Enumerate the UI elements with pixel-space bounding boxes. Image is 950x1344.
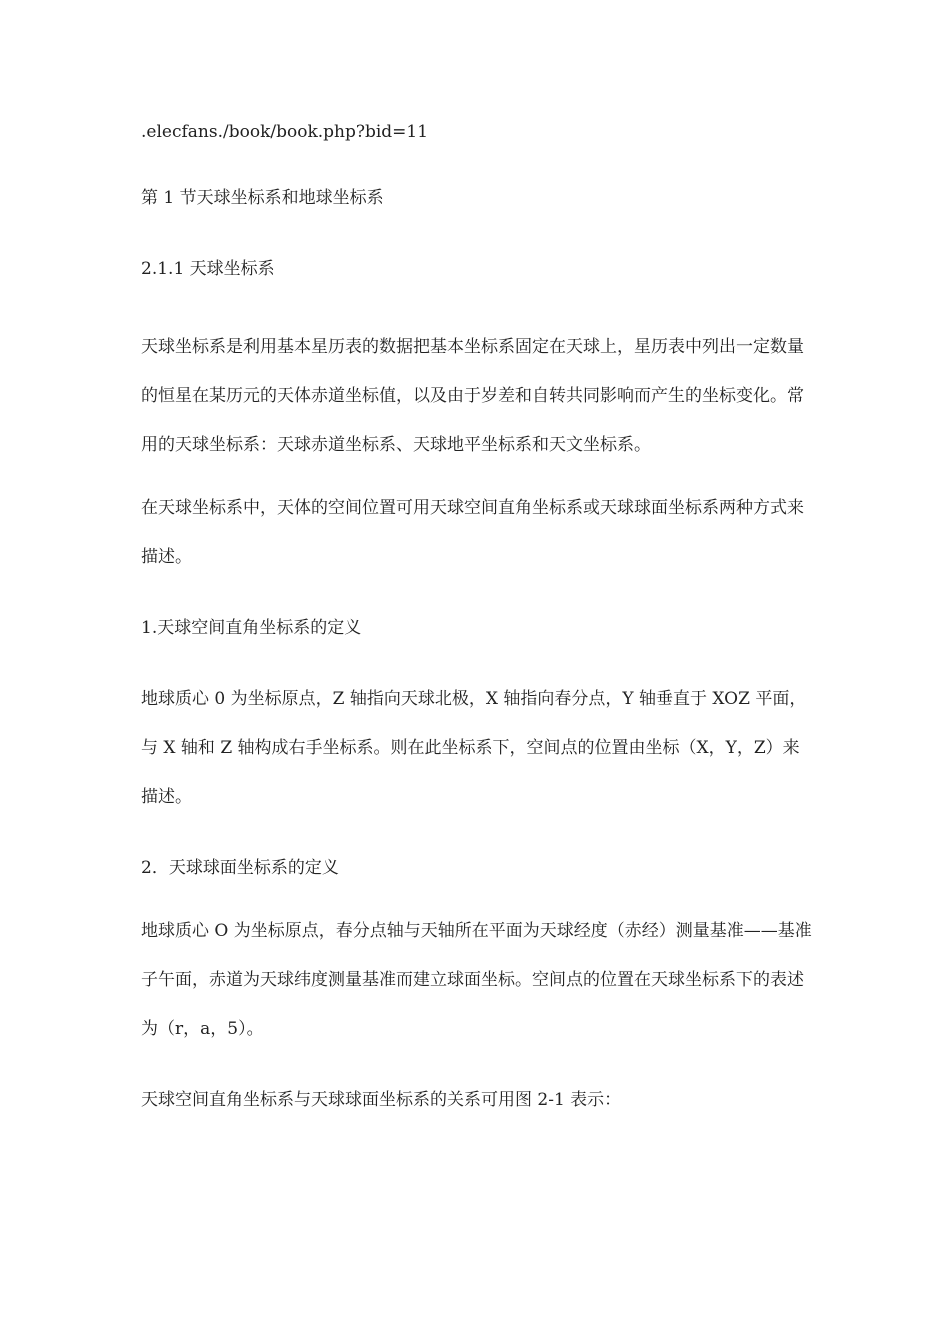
document-body: [141, 120, 812, 1125]
paragraph-figure-reference: [141, 1076, 809, 1125]
source-url-line: .elecfans./book/book.php?bid=11: [141, 122, 429, 142]
paragraph-line: 描述。: [141, 787, 192, 807]
section-title: 第 1 节天球坐标系和地球坐标系: [141, 188, 384, 208]
paragraph-line: 在天球坐标系中，天体的空间位置可用天球空间直角坐标系或天球球面坐标系两种方式来: [141, 498, 804, 518]
paragraph-line: 子午面，赤道为天球纬度测量基准而建立球面坐标。空间点的位置在天球坐标系下的表述: [141, 970, 804, 990]
paragraph-celestial-coordinate-intro: [141, 323, 809, 470]
heading-rectangular-definition: 1.天球空间直角坐标系的定义: [141, 618, 362, 638]
subsection-title: 2.1.1 天球坐标系: [141, 259, 275, 279]
paragraph-line: 描述。: [141, 547, 192, 567]
paragraph-line: 地球质心 O 为坐标原点，春分点轴与天轴所在平面为天球经度（赤经）测量基准——基准: [141, 921, 812, 941]
heading-spherical-definition: 2．天球球面坐标系的定义: [141, 858, 339, 878]
paragraph-line: 天球坐标系是利用基本星历表的数据把基本坐标系固定在天球上，星历表中列出一定数量: [141, 337, 804, 357]
paragraph-rectangular-definition: [141, 675, 809, 822]
paragraph-position-description: [141, 484, 809, 582]
paragraph-line: 的恒星在某历元的天体赤道坐标值，以及由于岁差和自转共同影响而产生的坐标变化。常: [141, 386, 804, 406]
paragraph-line: 地球质心 0 为坐标原点，Z 轴指向天球北极，X 轴指向春分点，Y 轴垂直于 XOZ 平面，: [141, 689, 807, 709]
paragraph-line: 用的天球坐标系：天球赤道坐标系、天球地平坐标系和天文坐标系。: [141, 435, 651, 455]
paragraph-line: 天球空间直角坐标系与天球球面坐标系的关系可用图 2-1 表示：: [141, 1090, 622, 1110]
paragraph-line: 与 X 轴和 Z 轴构成右手坐标系。则在此坐标系下，空间点的位置由坐标（X，Y，Z）来: [141, 738, 800, 758]
paragraph-spherical-definition: [141, 907, 812, 1054]
paragraph-line: 为（r，a，5）。: [141, 1019, 264, 1039]
